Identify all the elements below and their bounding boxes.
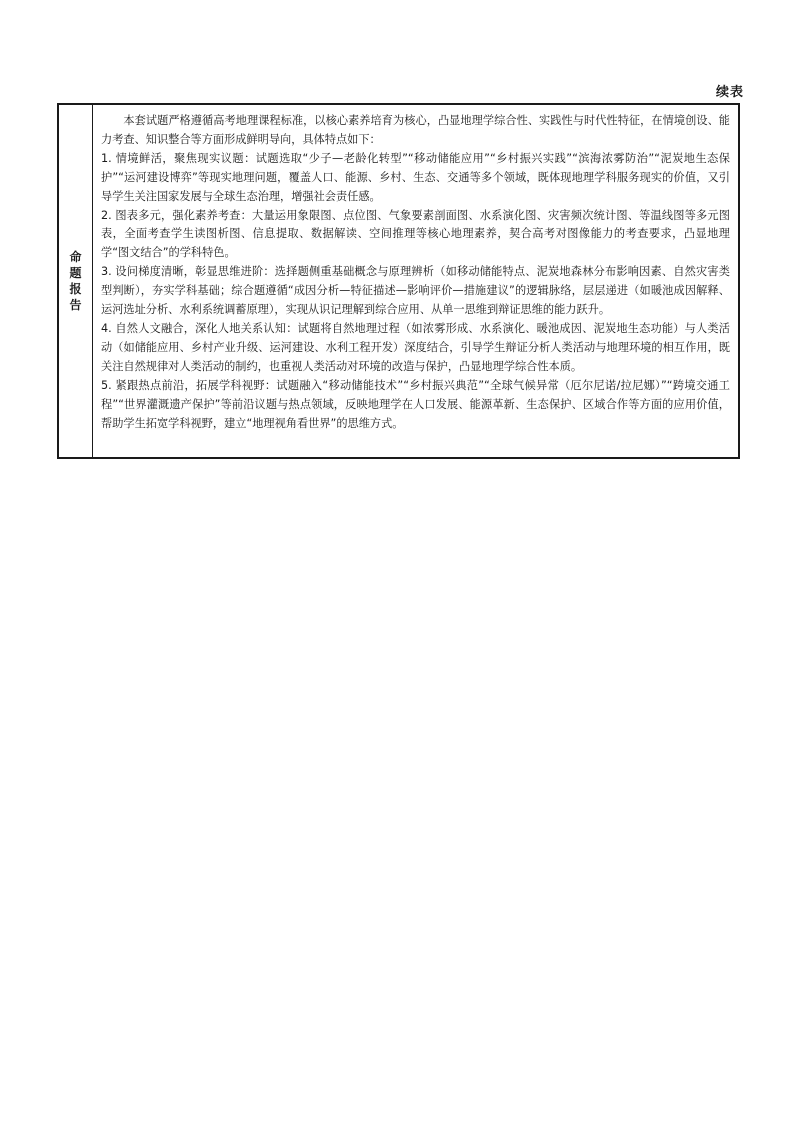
report-item-4: 4. 自然人文融合，深化人地关系认知：试题将自然地理过程（如浓雾形成、水系演化、暖池成因、泥炭地生态功能）与人类活动（如储能应用、乡村产业升级、运河建设、水利工程开发）深度结合，引导学生辩证分析人类活动与地理环境的相互作用，既关注自然规律对人类活动的制约，也重视人类活动对环境的改造与保护，凸显地理学综合性本质。 bbox=[101, 321, 730, 373]
proposition-report-table bbox=[57, 103, 740, 459]
row-label-char: 告 bbox=[69, 298, 82, 312]
report-item-1: 1. 情境鲜活，聚焦现实议题：试题选取“少子—老龄化转型”“移动储能应用”“乡村振兴实践”“滨海浓雾防治”“泥炭地生态保护”“运河建设博弈”等现实地理问题，覆盖人口、能源、乡村、生态、交通等多个领域，既体现地理学科服务现实的价值，又引导学生关注国家发展与全球生态治理，增强社会责任感。 bbox=[101, 151, 730, 203]
report-item-5: 5. 紧跟热点前沿，拓展学科视野：试题融入“移动储能技术”“乡村振兴典范”“全球气候异常（厄尔尼诺/拉尼娜）”“跨境交通工程”“世界灌溉遗产保护”等前沿议题与热点领域，反映地理学在人口发展、能源革新、生态保护、区域合作等方面的应用价值，帮助学生拓宽学科视野，建立“地理视角看世界”的思维方式。 bbox=[101, 378, 730, 430]
report-item-3: 3. 设问梯度清晰，彰显思维进阶：选择题侧重基础概念与原理辨析（如移动储能特点、泥炭地森林分布影响因素、自然灾害类型判断），夯实学科基础；综合题遵循“成因分析—特征描述—影响评价—措施建议”的逻辑脉络，层层递进（如暖池成因解释、运河选址分析、水利系统调蓄原理），实现从识记理解到综合应用、从单一思维到辩证思维的能力跃升。 bbox=[101, 265, 730, 317]
report-content-cell bbox=[93, 105, 738, 457]
report-item-2: 2. 图表多元，强化素养考查：大量运用象限图、点位图、气象要素剖面图、水系演化图、灾害频次统计图、等温线图等多元图表，全面考查学生读图析图、信息提取、数据解读、空间推理等核心地理素养，契合高考对图像能力的考查要求，凸显地理学“图文结合”的学科特色。 bbox=[101, 208, 730, 260]
row-label-char: 题 bbox=[69, 266, 82, 280]
continued-table-label: 续表 bbox=[715, 85, 744, 100]
row-label-char: 命 bbox=[69, 250, 82, 264]
row-label-cell bbox=[59, 105, 93, 457]
row-label-char: 报 bbox=[69, 282, 82, 296]
report-intro: 本套试题严格遵循高考地理课程标准，以核心素养培育为核心，凸显地理学综合性、实践性与时代性特征，在情境创设、能力考查、知识整合等方面形成鲜明导向，具体特点如下： bbox=[101, 114, 730, 146]
